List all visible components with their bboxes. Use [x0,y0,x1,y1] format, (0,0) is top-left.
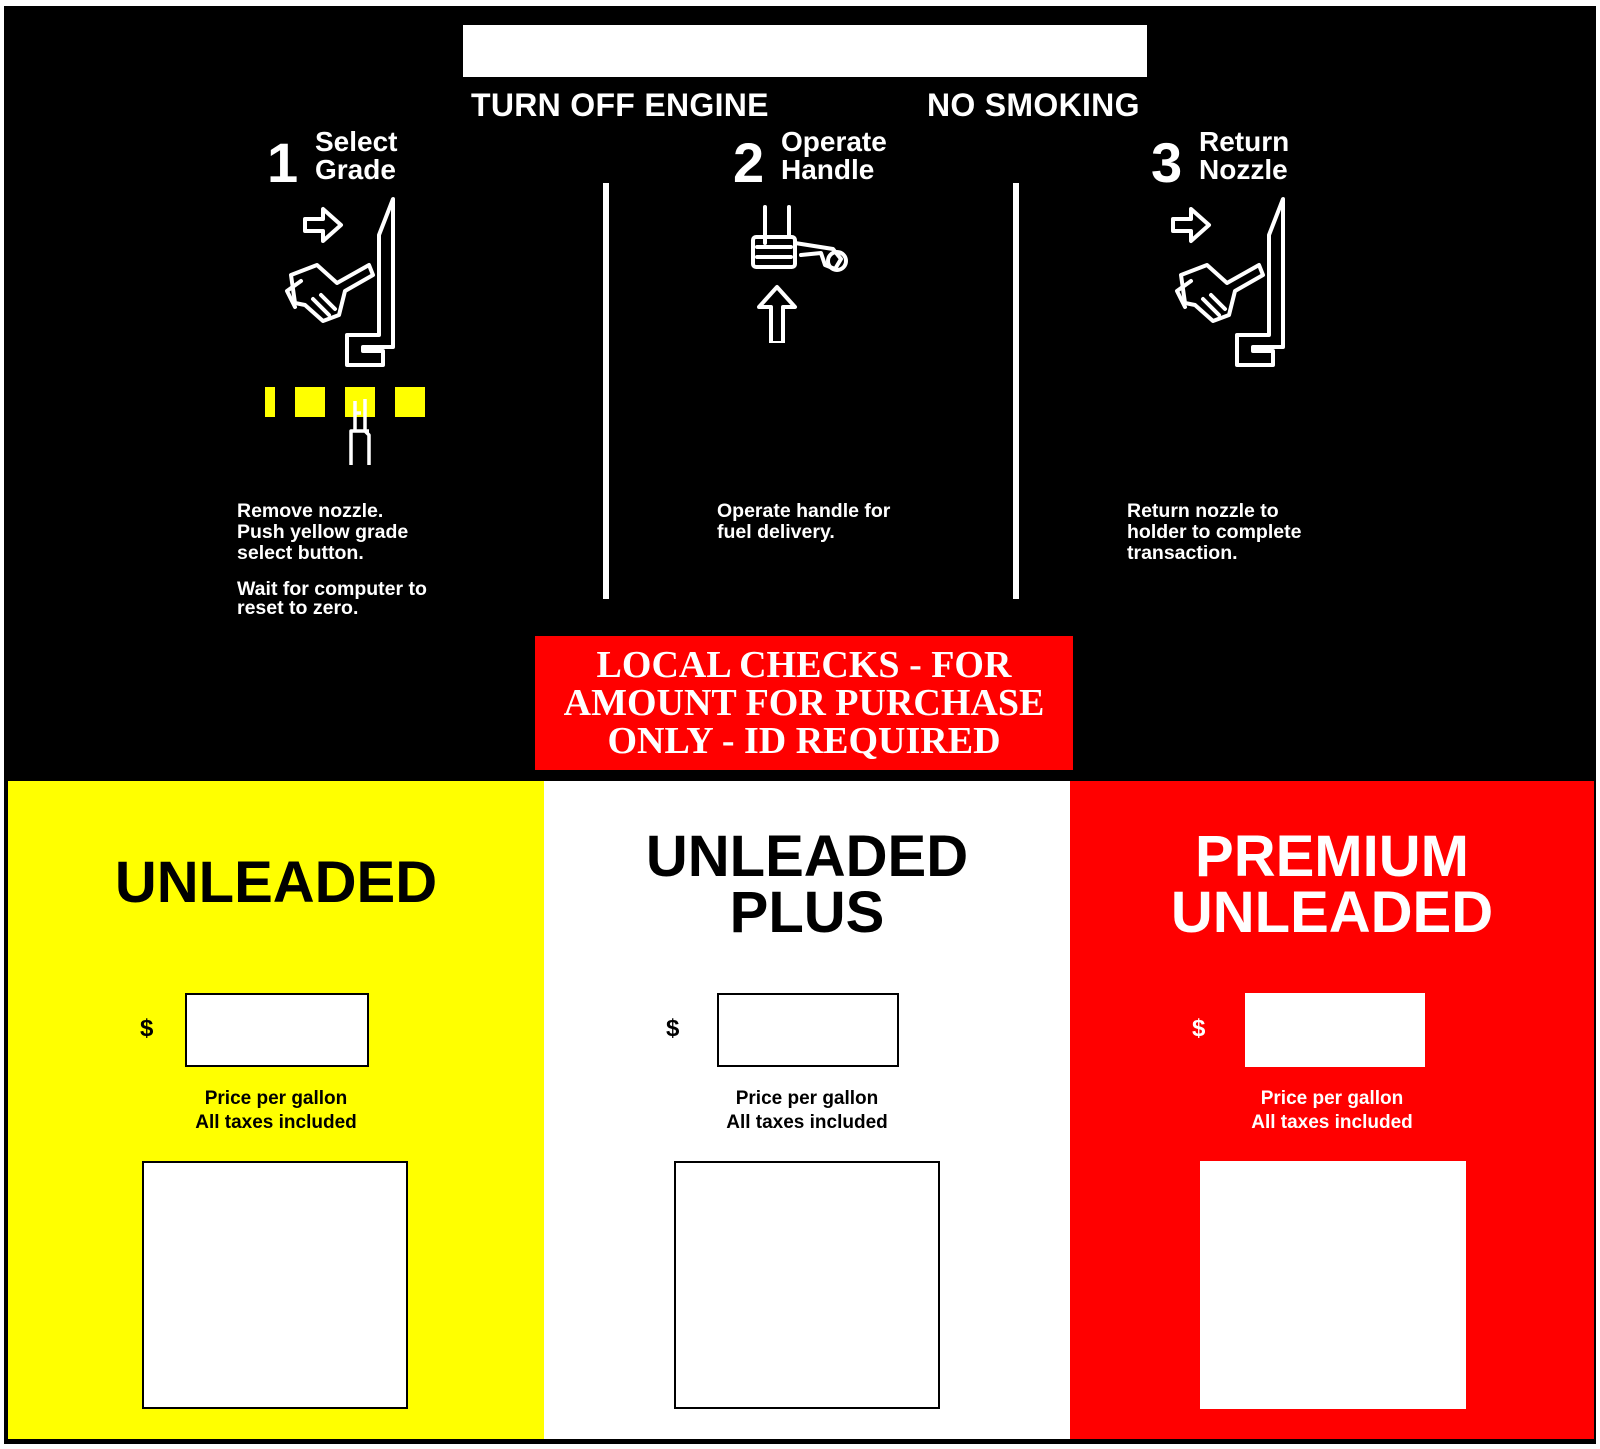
step-1-title-line1: Select [315,126,398,157]
step-divider [1013,183,1019,599]
return-nozzle-icon [1155,195,1295,375]
grade-panel-unleaded-plus [544,781,1070,1439]
grade-panel-unleaded [8,781,544,1439]
step-1-instruction-line: select button. [237,542,364,564]
price-note [1070,1087,1594,1135]
select-grade-nozzle-icon [265,195,445,479]
step-3-instruction-line: Return nozzle to [1127,500,1279,522]
step-divider [603,183,609,599]
step-1-instruction-line: Remove nozzle. [237,500,384,522]
step-2-number: 2 [733,131,765,194]
grade-name: UNLEADED [114,850,438,915]
turn-off-engine-warning: TURN OFF ENGINE [471,87,769,123]
grade-logo-area [142,1161,408,1409]
grade-name: UNLEADED PLUS [645,824,969,945]
currency-symbol: $ [1192,1015,1206,1042]
step-3-title-line2: Nozzle [1199,154,1288,185]
no-smoking-warning: NO SMOKING [927,87,1140,123]
operate-handle-icon [749,203,869,343]
step-2-instruction-line: fuel delivery. [717,521,835,543]
price-display [185,993,369,1067]
step-1-number: 1 [267,131,299,194]
price-display [1245,993,1425,1067]
price-note-line: All taxes included [195,1112,357,1133]
price-note-line: Price per gallon [1260,1088,1404,1109]
grade-logo-area [674,1161,940,1409]
step-1-instructions [237,501,427,618]
step-2-title-line1: Operate [781,126,887,157]
step-3-number: 3 [1151,131,1183,194]
price-note-line: Price per gallon [735,1088,879,1109]
step-1-title-line2: Grade [315,154,396,185]
step-1-instruction-line: Push yellow grade [237,521,409,543]
step-3-title-line1: Return [1199,126,1290,157]
price-note-line: Price per gallon [204,1088,348,1109]
step-3-instructions [1127,501,1301,564]
price-note [544,1087,1070,1135]
local-checks-notice: LOCAL CHECKS - FOR AMOUNT FOR PURCHASE ONLY - ID REQUIRED [535,636,1073,770]
top-label-strip [463,25,1147,77]
step-2-instruction-line: Operate handle for [717,500,891,522]
pump-panel [4,6,1596,1444]
step-3-instruction-line: transaction. [1127,542,1238,564]
price-note [8,1087,544,1135]
price-note-line: All taxes included [1251,1112,1413,1133]
grade-name: PREMIUM UNLEADED [1170,824,1494,945]
grade-panel-premium-unleaded [1070,781,1594,1439]
price-display [717,993,899,1067]
step-1-instruction-line: Wait for computer to [237,578,427,600]
price-note-line: All taxes included [726,1112,888,1133]
step-3-instruction-line: holder to complete [1127,521,1302,543]
step-2-instructions [717,501,890,543]
grade-logo-area [1200,1161,1466,1409]
step-1-instruction-line: reset to zero. [237,597,359,619]
step-2-title-line2: Handle [781,154,875,185]
currency-symbol: $ [666,1015,680,1042]
currency-symbol: $ [140,1015,154,1042]
